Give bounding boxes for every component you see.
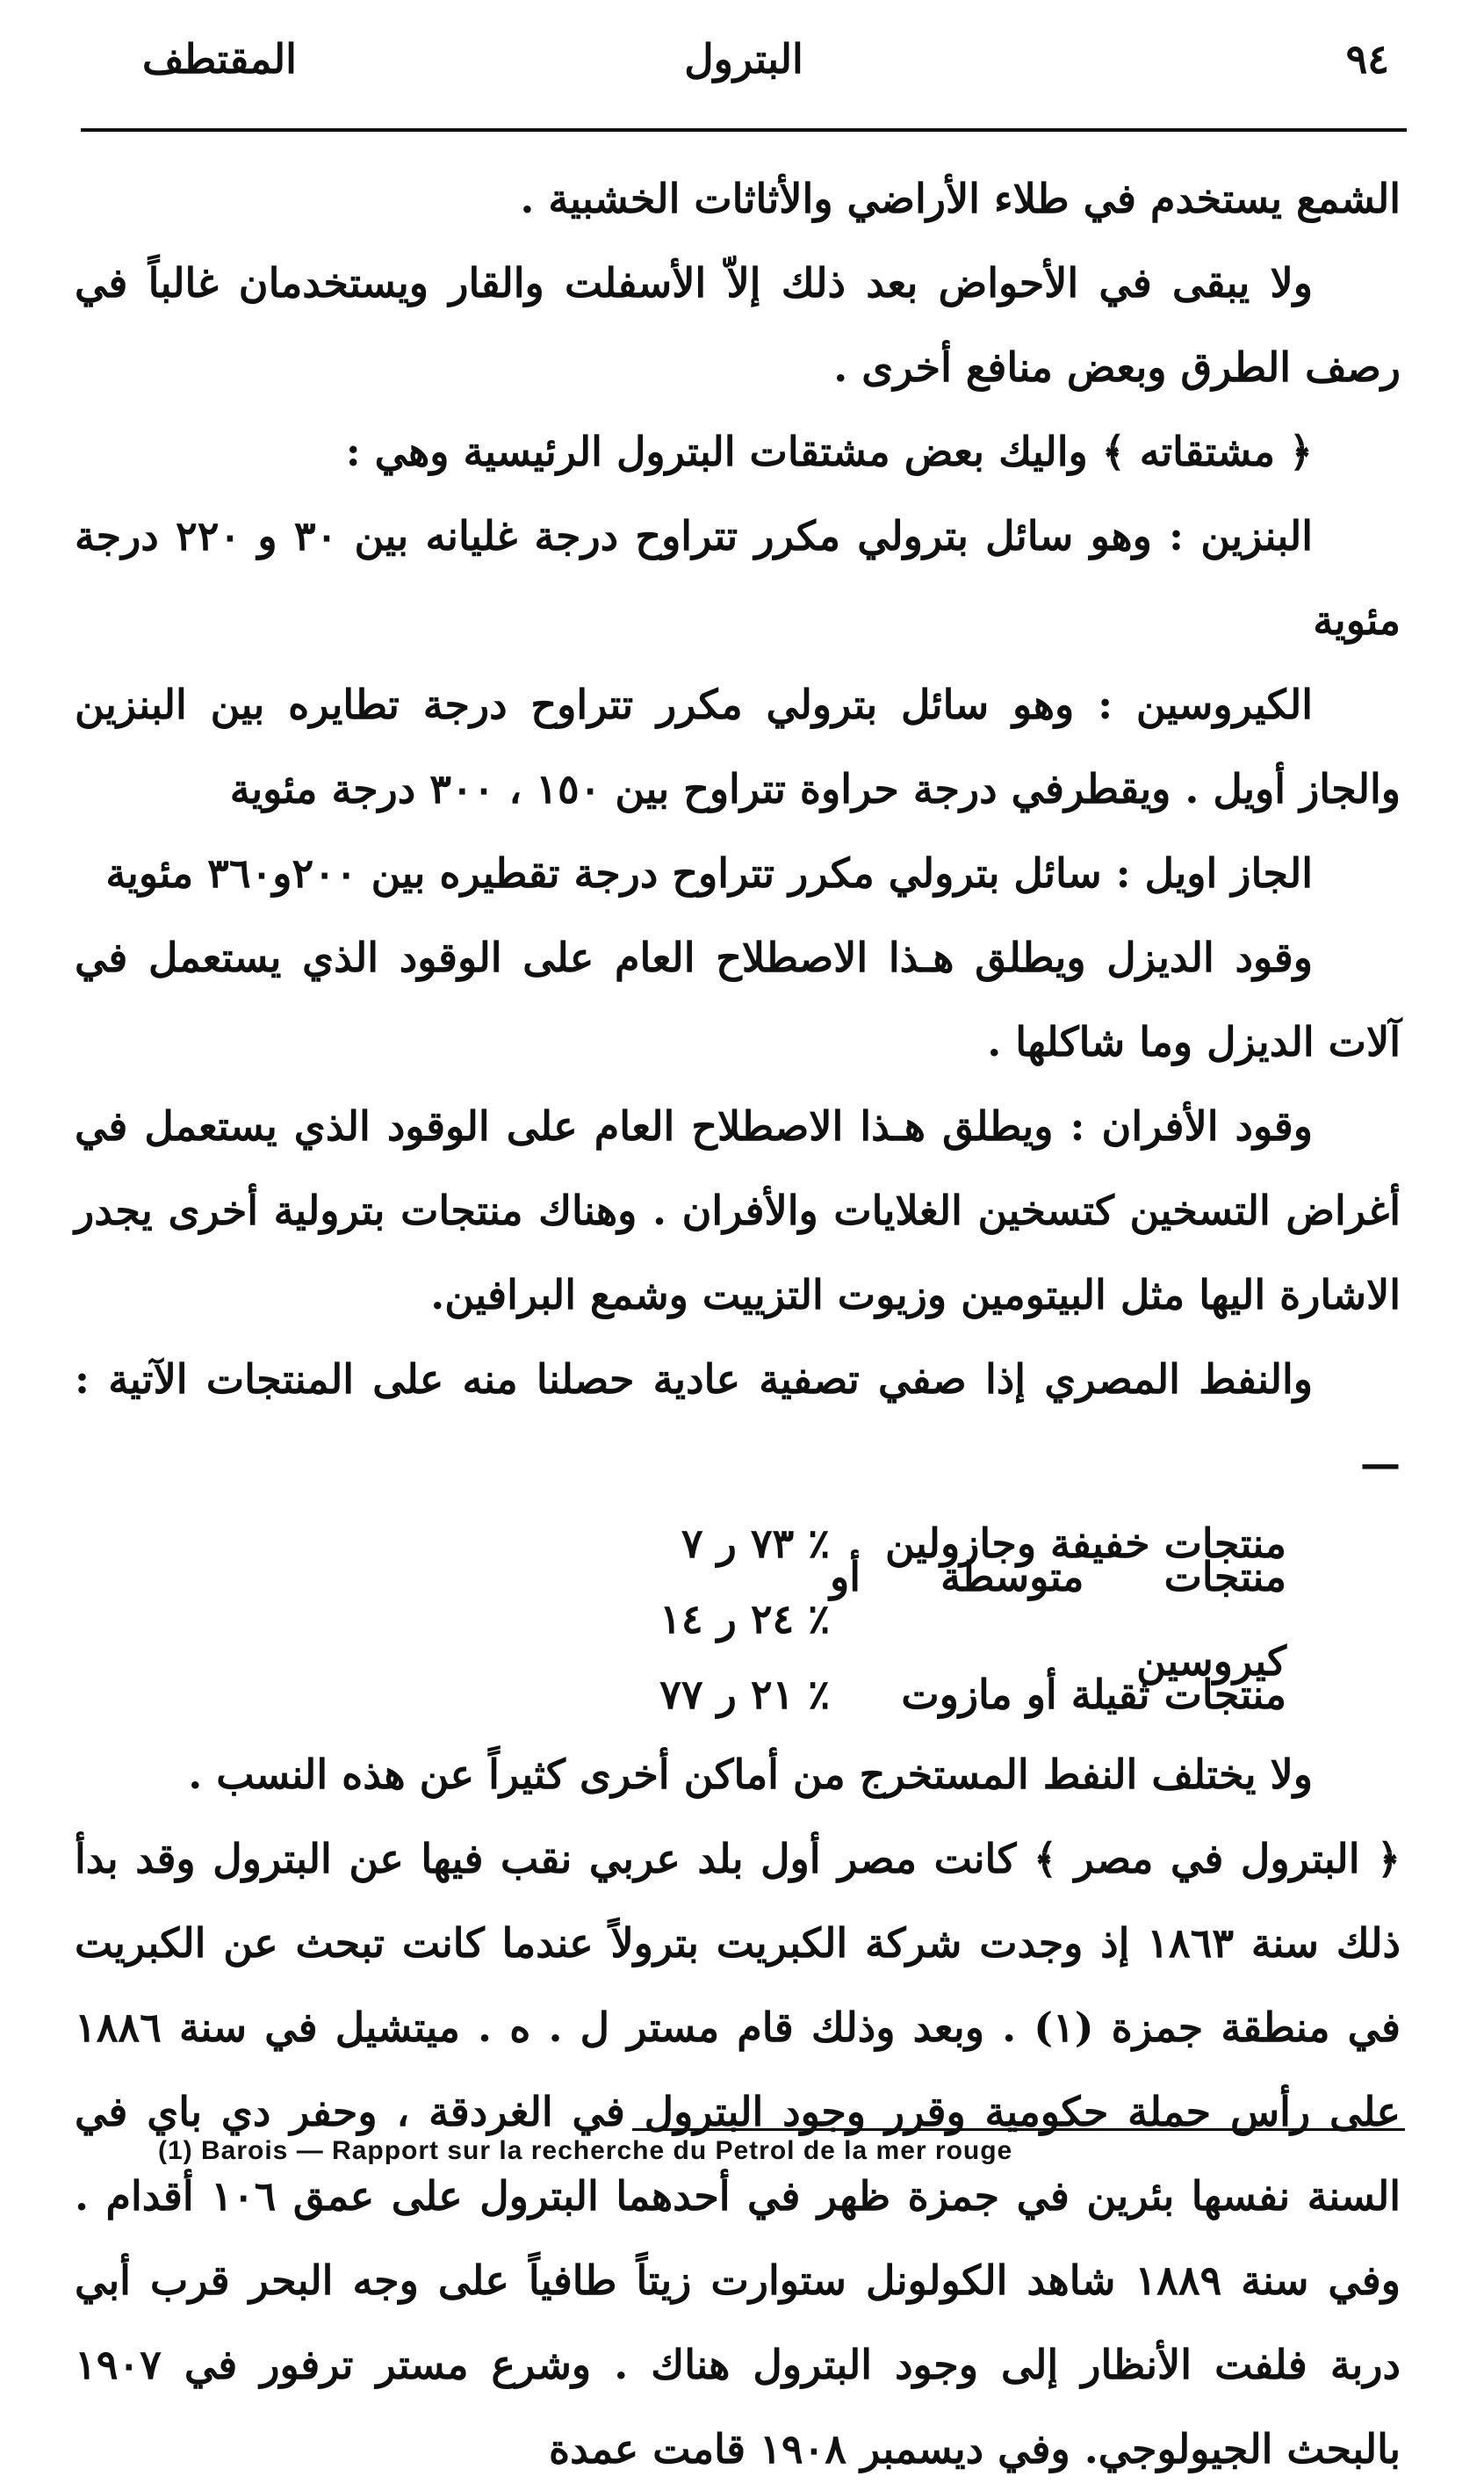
chapter-title: البترول (684, 35, 803, 83)
page-number: ٩٤ (1345, 35, 1389, 83)
journal-name: المقتطف (142, 35, 297, 83)
paragraph: ولا يبقى في الأحواض بعد ذلك إلاّ الأسفلت والقار ويستخدمان غالباً في رصف الطرق وبعض منافع أخرى . (75, 259, 1401, 391)
paragraph: ﴿ مشتقاته ﴾ واليك بعض مشتقات البترول الرئيسية وهي : (345, 428, 1313, 475)
product-name: منتجات متوسطة أو كيروسين (830, 1553, 1286, 1685)
footnote: (1) Barois — Rapport sur la recherche du Petrol de la mer rouge (158, 2136, 1013, 2165)
table-row (75, 1657, 1286, 1732)
paragraph: البنزين : وهو سائل بترولي مكرر تتراوح درجة غليانه بين ٣٠ و ٢٢٠ درجة مئوية (75, 512, 1401, 644)
page-header (81, 35, 1407, 105)
table-row (75, 1553, 1286, 1685)
product-percentage: ٢١ ر ٧٧ ٪ (659, 1671, 830, 1718)
paragraph: الكيروسين : وهو سائل بترولي مكرر تتراوح درجة تطايره بين البنزين والجاز أويل . ويقطرفي درجة حراوة تتراوح بين ١٥٠ ، ٣٠٠ درجة مئوية (75, 681, 1401, 812)
footnote-rule (632, 2128, 1405, 2131)
product-percentage: ٢٤ ر ١٤ ٪ (659, 1595, 830, 1643)
paragraph: الجاز اويل : سائل بترولي مكرر تتراوح درجة تقطيره بين ٢٠٠و٣٦٠ مئوية (105, 849, 1313, 897)
paragraph: وقود الأفران : ويطلق هـذا الاصطلاح العام على الوقود الذي يستعمل في أغراض التسخين كتسخين الغلايات والأفران . وهناك منتجات بترولية أخرى يجدر الاشارة اليها مثل البيتومين وزيوت التزييت وشمع البرافين. (75, 1102, 1401, 1318)
paragraph: ﴿ البترول في مصر ﴾ كانت مصر أول بلد عربي نقب فيها عن البترول وقد بدأ ذلك سنة ١٨٦٣ إذ وجدت شركة الكبريت بترولاً عندما كانت تبحث عن الكبريت في منطقة جمزة (١) . وبعد وذلك قام مستر ل . ه . ميتشيل في سنة ١٨٨٦ على رأس حملة حكومية وقرر وجود البترول في الغردقة ، وحفر دي باي في السنة نفسها بئرين في جمزة ظهر في أحدهما البترول على عمق ١٠٦ أقدام . وفي سنة ١٨٨٩ شاهد الكولونل ستوارت زيتاً طافياً على وجه البحر قرب أبي دربة فلفت الأنظار إلى وجود البترول هناك . وشرع مستر ترفور في ١٩٠٧ بالبحث الجيولوجي. وفي ديسمبر ١٩٠٨ قامت عمدة (75, 1835, 1401, 2473)
paragraph: والنفط المصري إذا صفي تصفية عادية حصلنا منه على المنتجات الآتية : — (75, 1355, 1401, 1487)
paragraph: وقود الديزل ويطلق هـذا الاصطلاح العام على الوقود الذي يستعمل في آلات الديزل وما شاكلها . (75, 934, 1401, 1065)
product-name: منتجات ثقيلة أو مازوت (901, 1671, 1286, 1718)
paragraph: ولا يختلف النفط المستخرج من أماكن أخرى كثيراً عن هذه النسب . (188, 1751, 1313, 1798)
paragraph: الشمع يستخدم في طلاء الأراضي والأثاثات الخشبية . (520, 175, 1401, 222)
product-name: منتجات خفيفة وجازولين (885, 1520, 1286, 1567)
product-percentage: ٧٣ ر ٧ ٪ (681, 1520, 830, 1567)
products-table (75, 1505, 1286, 1732)
header-rule (81, 128, 1407, 132)
